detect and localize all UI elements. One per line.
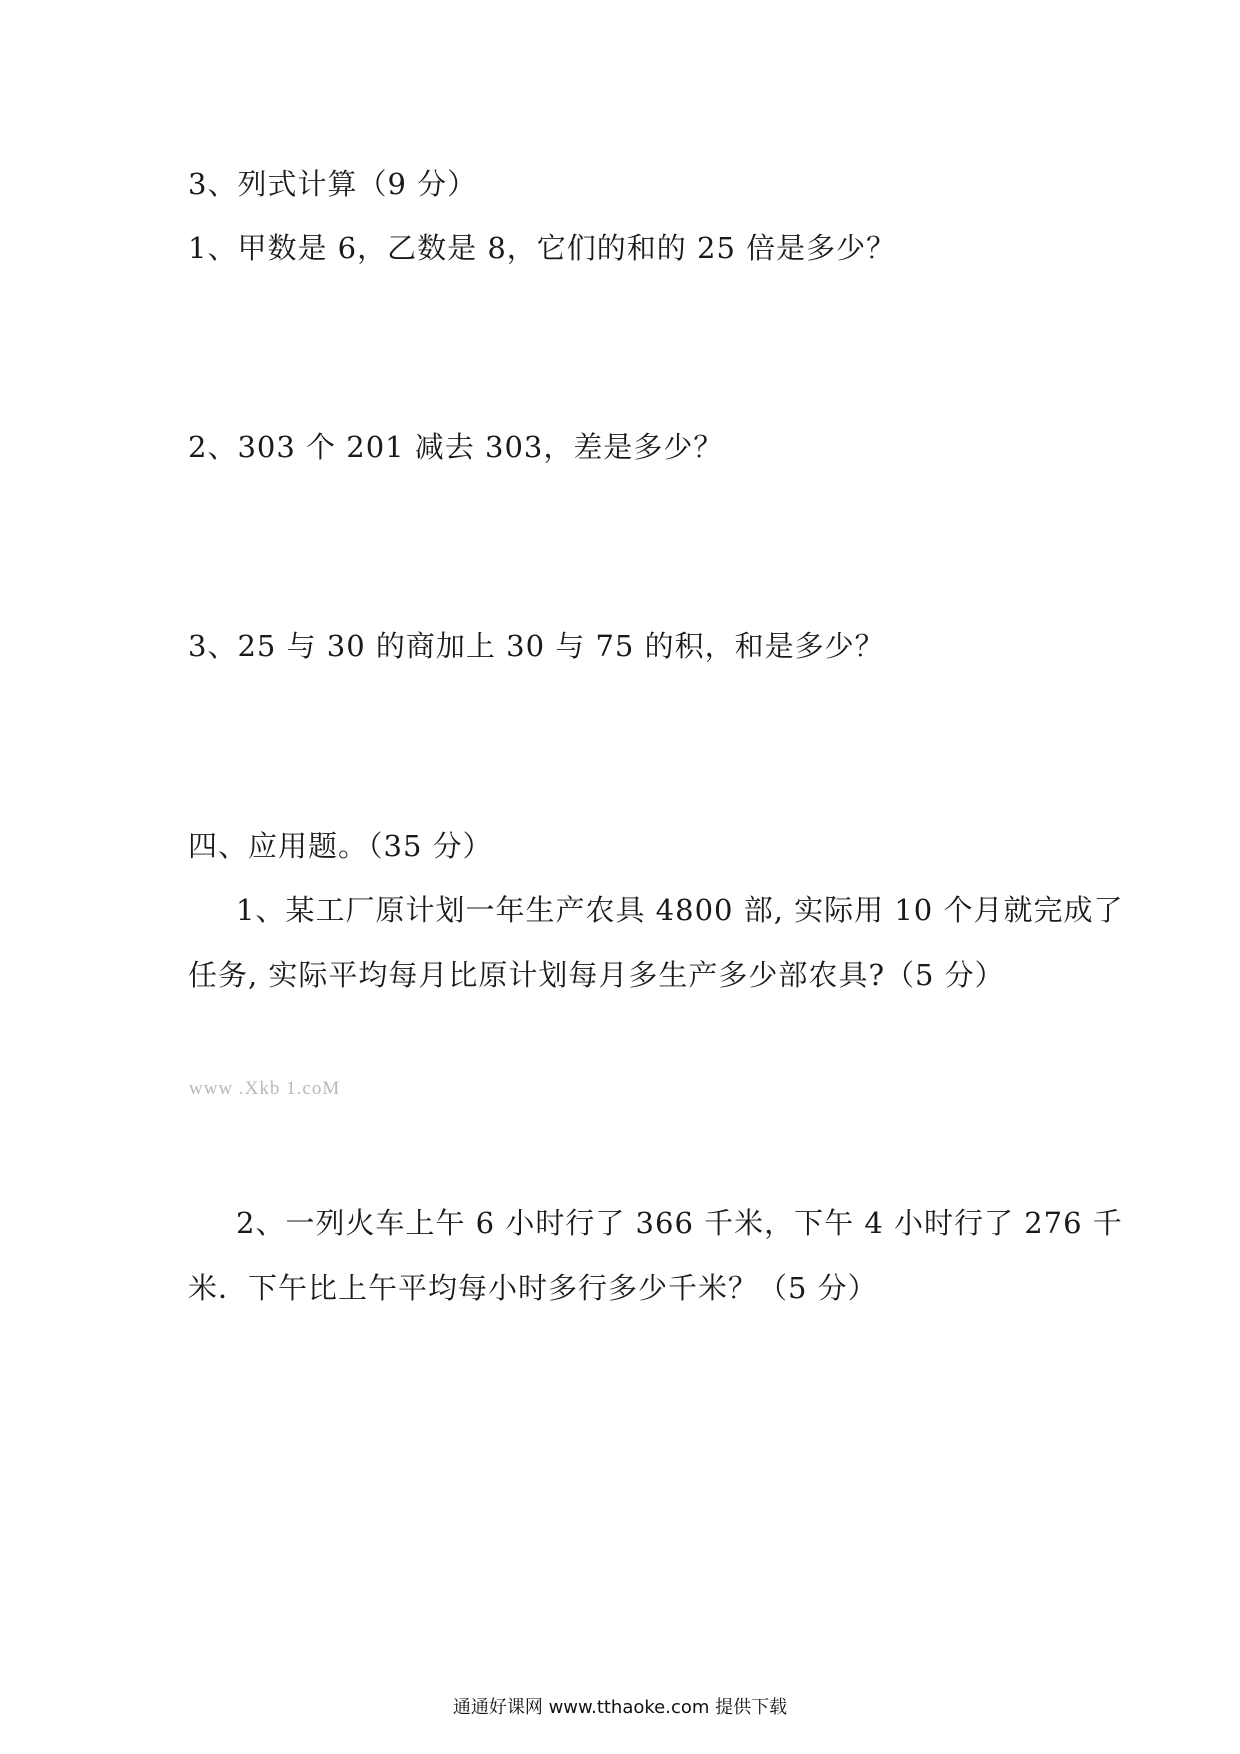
section3-heading: 3、列式计算（9 分）: [188, 167, 478, 201]
question-1: 1、甲数是 6，乙数是 8，它们的和的 25 倍是多少？: [188, 231, 897, 265]
problem-2-line-1: 2、一列火车上午 6 小时行了 366 千米，下午 4 小时行了 276 千: [236, 1206, 1123, 1240]
problem-1-line-2: 任务, 实际平均每月比原计划每月多生产多少部农具?（5 分）: [188, 958, 1005, 992]
section4-heading: 四、应用题。（35 分）: [188, 829, 493, 863]
page-footer: 通通好课网 www.tthaoke.com 提供下载: [452, 1697, 788, 1718]
problem-2-line-2: 米．下午比上午平均每小时多行多少千米？（5 分）: [188, 1271, 878, 1305]
question-3: 3、25 与 30 的商加上 30 与 75 的积，和是多少？: [188, 629, 885, 663]
question-2: 2、303 个 201 减去 303，差是多少？: [188, 430, 724, 464]
problem-1-line-1: 1、某工厂原计划一年生产农具 4800 部, 实际用 10 个月就完成了: [236, 893, 1124, 927]
watermark: www .Xkb 1.coM: [189, 1078, 341, 1099]
